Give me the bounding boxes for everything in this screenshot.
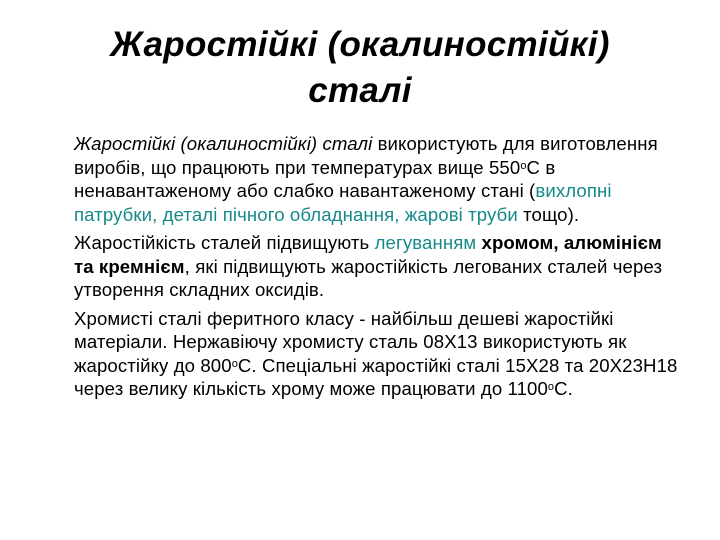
- degree-mark: о: [547, 381, 555, 393]
- title-line-2: сталі: [308, 71, 412, 110]
- paragraph-2: [74, 231, 684, 302]
- italic-lead: Жаростійкі (окалиностійкі) сталі: [74, 133, 373, 154]
- paragraph-1: [74, 132, 684, 226]
- p3-text-c: С.: [554, 378, 573, 399]
- p1-text-a: використують для виготовлення виробів, що працюють при температурах вище 550: [74, 133, 658, 178]
- paragraph-3: [74, 307, 684, 401]
- degree-mark: о: [520, 159, 527, 172]
- p1-text-c: тощо).: [517, 203, 580, 225]
- highlight-alloying: легуванням: [374, 232, 477, 253]
- p2-text-c: , які підвищують жаростійкість легованих сталей через утворення складних оксидів.: [74, 255, 663, 300]
- degree-mark: о: [231, 357, 238, 370]
- slide-body: [74, 132, 684, 406]
- p1-text-b: С в ненавантаженому або слабко навантаженому стані (: [74, 156, 556, 201]
- p3-text-a: Хромисті сталі феритного класу - найбільш дешеві жаростійкі матеріали. Нержавіючу хромисту сталь 08Х13 використують як жаростійку до 800: [74, 307, 627, 376]
- title-line-1: Жаростійкі (окалиностійкі): [110, 25, 610, 64]
- highlight-examples: вихлопні патрубки, деталі пічного обладнання, жарові труби: [74, 180, 612, 225]
- bold-elements: хромом, алюмінієм та кремнієм: [74, 232, 662, 277]
- slide-title: [40, 22, 680, 114]
- p3-text-b: С. Спеціальні жаростійкі сталі 15Х28 та 20Х23Н18 через велику кількість хрому може працювати до 1100: [74, 354, 678, 399]
- p2-text-a: Жаростійкість сталей підвищують: [74, 232, 375, 253]
